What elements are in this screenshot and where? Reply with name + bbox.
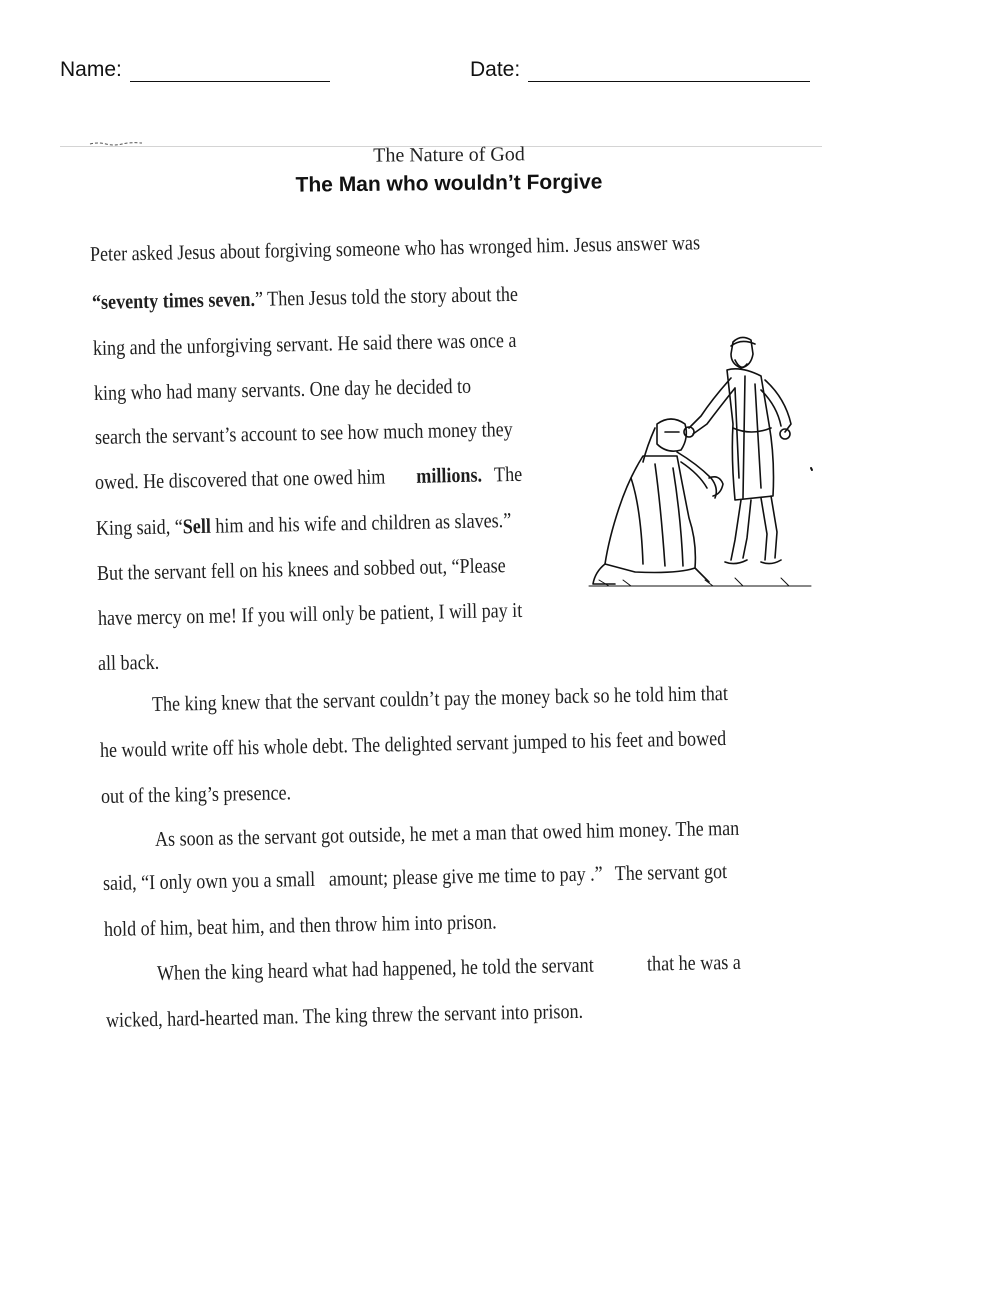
- emphasis-text: Sell: [182, 513, 212, 539]
- story-line: all back.: [97, 649, 160, 675]
- story-line: out of the king’s presence.: [100, 780, 292, 808]
- story-line: wicked, hard-hearted man. The king threw the servant into prison.: [105, 998, 584, 1032]
- emphasis-text: “seventy times seven.: [91, 286, 256, 314]
- story-line: search the servant’s account to see how much money they: [94, 416, 513, 449]
- story-line: hold of him, beat him, and then throw him into prison.: [103, 909, 497, 941]
- story-line: king and the unforgiving servant. He said there was once a: [92, 327, 517, 360]
- document-title: The Man who wouldn’t Forgive: [295, 170, 603, 197]
- king-and-kneeling-servant-illustration: [585, 328, 815, 590]
- name-label: Name:: [60, 58, 122, 81]
- date-label: Date:: [470, 58, 521, 81]
- story-line: The king knew that the servant couldn’t pay the money back so he told him that: [151, 680, 729, 716]
- story-line: King said, “Sell him and his wife and children as slaves.”: [95, 508, 512, 540]
- story-line: “seventy times seven.” Then Jesus told the story about the: [91, 281, 519, 314]
- story-line: he would write off his whole debt. The delighted servant jumped to his feet and bowed: [99, 725, 727, 762]
- story-line: said, “I only own you a small amount; please give me time to pay .” The servant got: [102, 859, 728, 895]
- document-kicker: The Nature of God: [373, 143, 525, 167]
- story-line: have mercy on me! If you will only be patient, I will pay it: [97, 597, 523, 630]
- story-line: owed. He discovered that one owed him millions. The: [94, 461, 523, 494]
- story-line: king who had many servants. One day he decided to: [93, 373, 472, 405]
- story-line: As soon as the servant got outside, he met a man that owed him money. The man: [154, 815, 740, 851]
- emphasis-text: millions.: [416, 462, 483, 488]
- story-line: But the servant fell on his knees and sobbed out, “Please: [96, 553, 506, 585]
- story-line: Peter asked Jesus about forgiving someone who has wronged him. Jesus answer was: [89, 230, 701, 266]
- story-line: When the king heard what had happened, he told the servant that he was a: [156, 949, 742, 985]
